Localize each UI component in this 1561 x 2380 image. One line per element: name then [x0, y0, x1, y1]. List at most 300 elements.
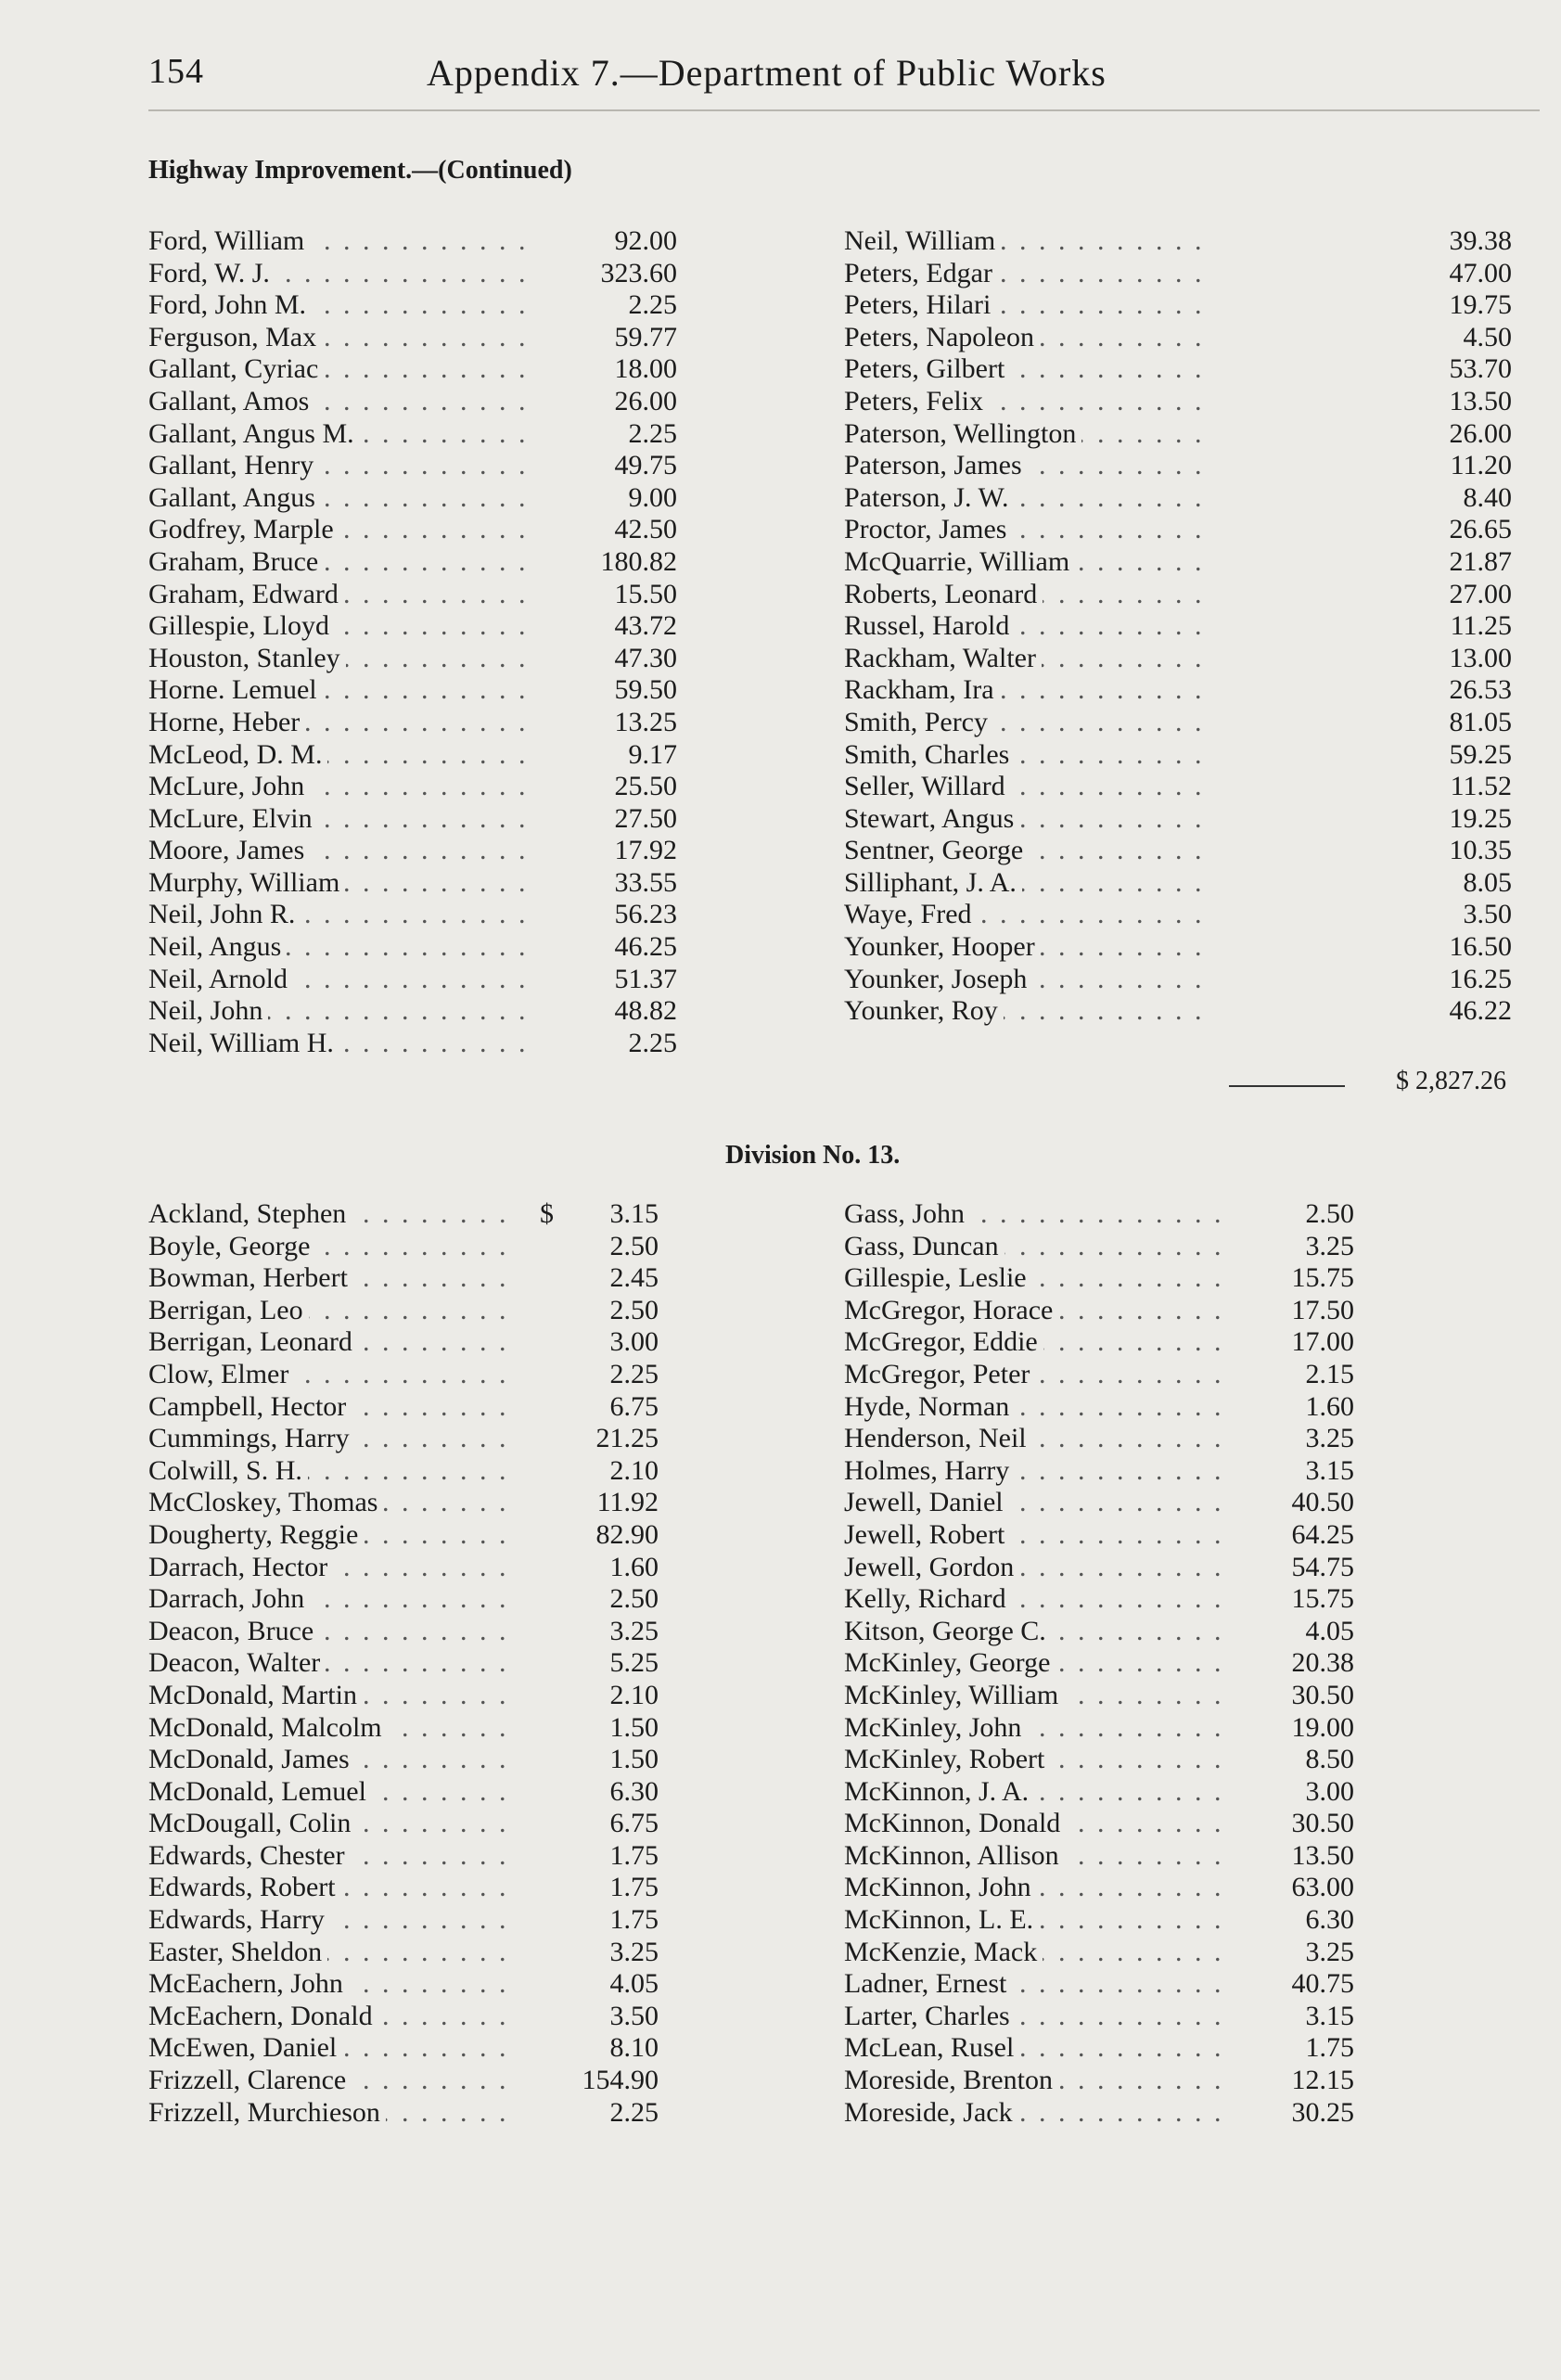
payee-name: Colwill, S. H.: [148, 1455, 308, 1488]
list-item: [148, 546, 677, 579]
list-item: [148, 289, 677, 322]
payment-amount: 4.05: [1305, 1615, 1354, 1646]
list-item: [844, 546, 1512, 579]
list-item: [844, 2001, 1354, 2033]
payee-name: Horne. Lemuel: [148, 674, 323, 707]
payment-amount: 2.50: [1305, 1198, 1354, 1229]
payment-amount: 3.25: [1305, 1423, 1354, 1454]
list-item: [148, 1326, 659, 1359]
total-rule: [1229, 1085, 1345, 1087]
payee-name: Silliphant, J. A.: [844, 867, 1022, 900]
payee-name: Hyde, Norman: [844, 1391, 1015, 1424]
list-item: [148, 1583, 659, 1616]
list-item: [844, 1808, 1354, 1840]
payee-name: Ackland, Stephen: [148, 1198, 352, 1231]
payment-amount: 323.60: [600, 257, 677, 288]
payment-amount: 53.70: [1449, 353, 1512, 385]
payee-name: Stewart, Angus: [844, 803, 1019, 836]
list-item: [148, 514, 677, 546]
list-item: [844, 1872, 1354, 1904]
payment-amount: 16.50: [1449, 931, 1512, 963]
list-item: [148, 1391, 659, 1424]
payee-name: Graham, Edward: [148, 579, 344, 611]
payee-name: McDonald, James: [148, 1744, 355, 1776]
payment-amount: 1.75: [609, 1839, 659, 1871]
payment-amount: 1.60: [609, 1551, 659, 1582]
payee-name: Paterson, Wellington: [844, 418, 1081, 451]
payment-amount: 2.25: [609, 2096, 659, 2128]
list-item: [844, 1968, 1354, 2001]
payment-amount: 8.40: [1463, 481, 1512, 513]
payment-amount: 46.22: [1449, 995, 1512, 1027]
payee-name: Frizzell, Murchieson: [148, 2097, 386, 2130]
payment-amount: 8.10: [609, 2032, 659, 2064]
list-item: [844, 1616, 1354, 1648]
list-item: [844, 1552, 1354, 1584]
payee-name: Boyle, George: [148, 1231, 315, 1263]
list-item: [148, 1680, 659, 1712]
list-item: [148, 1712, 659, 1745]
payment-amount: 1.50: [609, 1711, 659, 1743]
payee-name: Holmes, Harry: [844, 1455, 1015, 1488]
payee-name: Gallant, Angus: [148, 482, 321, 515]
payment-amount: 30.25: [1291, 2096, 1354, 2128]
list-item: [844, 1680, 1354, 1712]
list-item: [844, 1423, 1354, 1455]
payee-name: Jewell, Gordon: [844, 1552, 1019, 1584]
improvement-left-column: [148, 225, 677, 1059]
list-item: [844, 450, 1512, 482]
list-item: [148, 674, 677, 707]
payee-name: Neil, Angus: [148, 931, 287, 964]
payee-name: Graham, Bruce: [148, 546, 324, 579]
list-item: [148, 803, 677, 836]
payee-name: McKenzie, Mack: [844, 1937, 1043, 1969]
payee-name: Gallant, Angus M.: [148, 418, 360, 451]
list-item: [148, 1552, 659, 1584]
header-rule: [148, 109, 1540, 111]
payment-amount: 12.15: [1291, 2065, 1354, 2096]
list-item: [148, 739, 677, 772]
list-item: [844, 610, 1512, 643]
list-item: [844, 1712, 1354, 1745]
payment-amount: 10.35: [1449, 835, 1512, 866]
list-item: [148, 1840, 659, 1873]
payment-amount: 30.50: [1291, 1679, 1354, 1710]
list-item: [148, 579, 677, 611]
payment-amount: 56.23: [614, 899, 677, 930]
list-item: [844, 1487, 1354, 1519]
payment-amount: 43.72: [614, 610, 677, 642]
payment-amount: 1.60: [1305, 1390, 1354, 1422]
list-item: [148, 1872, 659, 1904]
payee-name: Kelly, Richard: [844, 1583, 1012, 1616]
payment-amount: 3.50: [609, 2000, 659, 2031]
list-item: [844, 1359, 1354, 1391]
payment-amount: 15.50: [614, 578, 677, 609]
payee-name: Gass, Duncan: [844, 1231, 1004, 1263]
payee-name: Gass, John: [844, 1198, 970, 1231]
payment-amount: 3.00: [1305, 1775, 1354, 1807]
payee-name: Proctor, James: [844, 514, 1012, 546]
list-item: [148, 2001, 659, 2033]
list-item: [844, 1295, 1354, 1327]
list-item: [148, 771, 677, 803]
payment-amount: 81.05: [1449, 706, 1512, 737]
list-item: [148, 1776, 659, 1809]
payee-name: Murphy, William: [148, 867, 345, 900]
list-item: [844, 1326, 1354, 1359]
payment-amount: 19.00: [1291, 1711, 1354, 1743]
list-item: [844, 1391, 1354, 1424]
list-item: [844, 835, 1512, 867]
payee-name: Edwards, Chester: [148, 1840, 351, 1873]
payee-name: Peters, Napoleon: [844, 322, 1040, 354]
payment-amount: 2.45: [609, 1262, 659, 1294]
list-item: [148, 643, 677, 675]
payee-name: Jewell, Robert: [844, 1519, 1010, 1552]
list-item: [844, 867, 1512, 900]
list-item: [844, 643, 1512, 675]
payment-amount: 15.75: [1291, 1262, 1354, 1294]
list-item: [844, 322, 1512, 354]
payment-amount: 2.50: [609, 1294, 659, 1325]
payee-name: Neil, William: [844, 225, 1001, 258]
payee-name: Berrigan, Leonard: [148, 1326, 358, 1359]
list-item: [148, 610, 677, 643]
payee-name: Ford, William: [148, 225, 310, 258]
list-item: [148, 1487, 659, 1519]
payment-amount: 2.25: [609, 1358, 659, 1389]
payee-name: McQuarrie, William: [844, 546, 1075, 579]
payment-amount: 2.50: [609, 1583, 659, 1615]
payment-amount: 64.25: [1291, 1518, 1354, 1550]
list-item: [148, 258, 677, 290]
list-item: [148, 386, 677, 418]
payee-name: Rackham, Ira: [844, 674, 1000, 707]
payee-name: McDonald, Malcolm: [148, 1712, 388, 1745]
payment-amount: 2.25: [628, 417, 677, 449]
payment-amount: 3.25: [609, 1615, 659, 1646]
division-heading: Division No. 13.: [725, 1141, 901, 1170]
division-right-column: [844, 1198, 1354, 2129]
payment-amount: 3.15: [609, 1198, 659, 1229]
payment-amount: 27.50: [614, 802, 677, 834]
list-item: [148, 1937, 659, 1969]
list-item: [148, 1519, 659, 1552]
payment-amount: 59.77: [614, 321, 677, 352]
payee-name: McDonald, Lemuel: [148, 1776, 372, 1809]
payment-amount: 21.25: [595, 1423, 659, 1454]
payee-name: Henderson, Neil: [844, 1423, 1032, 1455]
list-item: [148, 2032, 659, 2065]
list-item: [148, 482, 677, 515]
list-item: [844, 739, 1512, 772]
list-item: [844, 1937, 1354, 1969]
list-item: [148, 1423, 659, 1455]
payment-amount: 26.00: [1449, 417, 1512, 449]
list-item: [844, 674, 1512, 707]
payee-name: McKinnon, John: [844, 1872, 1037, 1904]
list-item: [148, 707, 677, 739]
payee-name: Cummings, Harry: [148, 1423, 355, 1455]
payee-name: Peters, Hilari: [844, 289, 996, 322]
payment-amount: 3.25: [609, 1936, 659, 1967]
list-item: [148, 995, 677, 1028]
payment-amount: 51.37: [614, 963, 677, 994]
payment-amount: 92.00: [614, 225, 677, 256]
payee-name: McLean, Rusel: [844, 2032, 1019, 2065]
payment-amount: 39.38: [1449, 225, 1512, 256]
list-item: [844, 1231, 1354, 1263]
list-item: [844, 1840, 1354, 1873]
payment-amount: 48.82: [614, 995, 677, 1027]
list-item: [148, 964, 677, 996]
payee-name: Easter, Sheldon: [148, 1937, 327, 1969]
payment-amount: 82.90: [595, 1518, 659, 1550]
payment-amount: 63.00: [1291, 1872, 1354, 1903]
list-item: [844, 899, 1512, 931]
payee-name: Sentner, George: [844, 835, 1029, 867]
payee-name: Russel, Harold: [844, 610, 1015, 643]
payee-name: Moore, James: [148, 835, 310, 867]
payee-name: Bowman, Herbert: [148, 1262, 353, 1295]
payment-amount: 49.75: [614, 450, 677, 481]
list-item: [844, 1744, 1354, 1776]
payee-name: Gallant, Cyriac: [148, 353, 324, 386]
payee-name: Peters, Gilbert: [844, 353, 1010, 386]
payee-name: McEachern, John: [148, 1968, 349, 2001]
list-item: [844, 353, 1512, 386]
payment-amount: 33.55: [614, 866, 677, 898]
list-item: [148, 1744, 659, 1776]
list-item: [148, 1028, 677, 1060]
payee-name: Campbell, Hector: [148, 1391, 352, 1424]
payee-name: Jewell, Daniel: [844, 1487, 1009, 1519]
payment-amount: 26.00: [614, 385, 677, 416]
payment-amount: 16.25: [1449, 963, 1512, 994]
list-item: [148, 2097, 659, 2130]
payment-amount: 17.92: [614, 835, 677, 866]
payee-name: Paterson, J. W.: [844, 482, 1015, 515]
list-item: [148, 931, 677, 964]
payment-amount: 17.00: [1291, 1326, 1354, 1358]
payment-amount: 2.10: [609, 1679, 659, 1710]
payment-amount: 9.00: [628, 481, 677, 513]
payee-name: Neil, John: [148, 995, 268, 1028]
list-item: [844, 1583, 1354, 1616]
payee-name: Houston, Stanley: [148, 643, 346, 675]
payment-amount: 6.75: [609, 1390, 659, 1422]
payee-name: Waye, Fred: [844, 899, 978, 931]
payment-amount: 47.00: [1449, 257, 1512, 288]
list-item: [844, 289, 1512, 322]
payment-amount: 1.75: [609, 1904, 659, 1936]
payee-name: Deacon, Bruce: [148, 1616, 319, 1648]
list-item: [844, 258, 1512, 290]
list-item: [148, 1231, 659, 1263]
payment-amount: 2.15: [1305, 1358, 1354, 1389]
payment-amount: 9.17: [628, 738, 677, 770]
list-item: [844, 482, 1512, 515]
list-item: [148, 1198, 659, 1231]
list-item: [148, 1808, 659, 1840]
list-item: [844, 225, 1512, 258]
list-item: [148, 1968, 659, 2001]
payment-amount: 19.25: [1449, 802, 1512, 834]
payee-name: Rackham, Walter: [844, 643, 1042, 675]
payment-amount: 13.50: [1449, 385, 1512, 416]
payee-name: McGregor, Eddie: [844, 1326, 1043, 1359]
payee-name: Godfrey, Marple: [148, 514, 339, 546]
payment-amount: 15.75: [1291, 1583, 1354, 1615]
payment-amount: 5.25: [609, 1647, 659, 1679]
payment-amount: 3.00: [609, 1326, 659, 1358]
list-item: [844, 579, 1512, 611]
payee-name: Larter, Charles: [844, 2001, 1016, 2033]
payee-name: Moreside, Jack: [844, 2097, 1018, 2130]
page-number: 154: [148, 52, 204, 91]
page-header: [148, 51, 1465, 107]
payee-name: Younker, Joseph: [844, 964, 1032, 996]
payee-name: Edwards, Harry: [148, 1904, 330, 1937]
payment-amount: 19.75: [1449, 289, 1512, 321]
payment-amount: 6.75: [609, 1808, 659, 1839]
list-item: [148, 1616, 659, 1648]
payee-name: McLure, John: [148, 771, 310, 803]
list-item: [844, 1455, 1354, 1488]
payment-amount: 2.10: [609, 1454, 659, 1486]
payee-name: Clow, Elmer: [148, 1359, 294, 1391]
payment-amount: 4.50: [1463, 321, 1512, 352]
list-item: [148, 867, 677, 900]
list-item: [844, 2097, 1354, 2130]
payment-amount: 3.25: [1305, 1230, 1354, 1261]
payment-amount: 17.50: [1291, 1294, 1354, 1325]
payee-name: McDonald, Martin: [148, 1680, 363, 1712]
payment-amount: 1.50: [609, 1744, 659, 1775]
payment-amount: 3.15: [1305, 2000, 1354, 2031]
list-item: [844, 931, 1512, 964]
payee-name: McEwen, Daniel: [148, 2032, 342, 2065]
payee-name: McKinley, George: [844, 1647, 1056, 1680]
payee-name: Deacon, Walter: [148, 1647, 326, 1680]
payment-amount: 11.20: [1450, 450, 1512, 481]
list-item: [844, 1904, 1354, 1937]
payment-amount: 40.50: [1291, 1487, 1354, 1518]
list-item: [844, 386, 1512, 418]
payment-amount: 11.52: [1450, 771, 1512, 802]
list-item: [148, 1647, 659, 1680]
payee-name: Ferguson, Max: [148, 322, 322, 354]
payment-amount: 180.82: [600, 545, 677, 577]
list-item: [148, 1262, 659, 1295]
payee-name: McGregor, Peter: [844, 1359, 1035, 1391]
list-item: [148, 899, 677, 931]
payment-amount: 27.00: [1449, 578, 1512, 609]
payee-name: Gallant, Henry: [148, 450, 319, 482]
payment-amount: 1.75: [609, 1872, 659, 1903]
list-item: [844, 2065, 1354, 2097]
payment-amount: 59.50: [614, 674, 677, 706]
payee-name: Kitson, George C.: [844, 1616, 1052, 1648]
payment-amount: 8.05: [1463, 866, 1512, 898]
payment-amount: 2.25: [628, 1027, 677, 1058]
payment-amount: 13.25: [614, 706, 677, 737]
list-item: [844, 1647, 1354, 1680]
list-item: [148, 450, 677, 482]
payment-amount: 26.53: [1449, 674, 1512, 706]
payee-name: McKinnon, J. A.: [844, 1776, 1034, 1809]
list-item: [148, 835, 677, 867]
payee-name: McDougall, Colin: [148, 1808, 356, 1840]
payment-amount: 13.50: [1291, 1839, 1354, 1871]
payee-name: Neil, Arnold: [148, 964, 293, 996]
section-total: $ 2,827.26: [1396, 1067, 1506, 1095]
payee-name: Neil, William H.: [148, 1028, 339, 1060]
payee-name: Darrach, John: [148, 1583, 310, 1616]
division-left-column: [148, 1198, 659, 2129]
payment-amount: 6.30: [1305, 1904, 1354, 1936]
payee-name: Seller, Willard: [844, 771, 1011, 803]
list-item: [844, 418, 1512, 451]
list-item: [148, 1455, 659, 1488]
list-item: [148, 2065, 659, 2097]
payee-name: McKinnon, Allison: [844, 1840, 1065, 1873]
payee-name: McKinley, William: [844, 1680, 1064, 1712]
payment-amount: 59.25: [1449, 738, 1512, 770]
list-item: [844, 995, 1512, 1028]
payee-name: McEachern, Donald: [148, 2001, 378, 2033]
payment-amount: 2.25: [628, 289, 677, 321]
payee-name: Younker, Roy: [844, 995, 1004, 1028]
payment-amount: 54.75: [1291, 1551, 1354, 1582]
page-title: Appendix 7.—Department of Public Works: [427, 52, 1107, 94]
payee-name: Ford, John M.: [148, 289, 312, 322]
payee-name: Smith, Charles: [844, 739, 1015, 772]
payee-name: Dougherty, Reggie: [148, 1519, 364, 1552]
currency-symbol: $: [540, 1198, 554, 1229]
improvement-right-column: [844, 225, 1512, 1028]
payment-amount: 47.30: [614, 642, 677, 673]
payment-amount: 3.50: [1463, 899, 1512, 930]
payee-name: Smith, Percy: [844, 707, 993, 739]
payment-amount: 3.15: [1305, 1454, 1354, 1486]
payee-name: McGregor, Horace: [844, 1295, 1058, 1327]
payee-name: Younker, Hooper: [844, 931, 1041, 964]
list-item: [148, 353, 677, 386]
payment-amount: 40.75: [1291, 1968, 1354, 2000]
payment-amount: 11.92: [596, 1487, 659, 1518]
payment-amount: 25.50: [614, 771, 677, 802]
list-item: [148, 1904, 659, 1937]
list-item: [844, 707, 1512, 739]
payee-name: Horne, Heber: [148, 707, 305, 739]
payment-amount: 6.30: [609, 1775, 659, 1807]
payment-amount: 3.25: [1305, 1936, 1354, 1967]
payment-amount: 20.38: [1291, 1647, 1354, 1679]
payee-name: Paterson, James: [844, 450, 1028, 482]
list-item: [844, 514, 1512, 546]
payment-amount: 13.00: [1449, 642, 1512, 673]
list-item: [844, 1519, 1354, 1552]
payee-name: Berrigan, Leo: [148, 1295, 309, 1327]
payment-amount: 1.75: [1305, 2032, 1354, 2064]
payee-name: McKinnon, Donald: [844, 1808, 1066, 1840]
payment-amount: 18.00: [614, 353, 677, 385]
payment-amount: 30.50: [1291, 1808, 1354, 1839]
payee-name: McKinley, Robert: [844, 1744, 1050, 1776]
